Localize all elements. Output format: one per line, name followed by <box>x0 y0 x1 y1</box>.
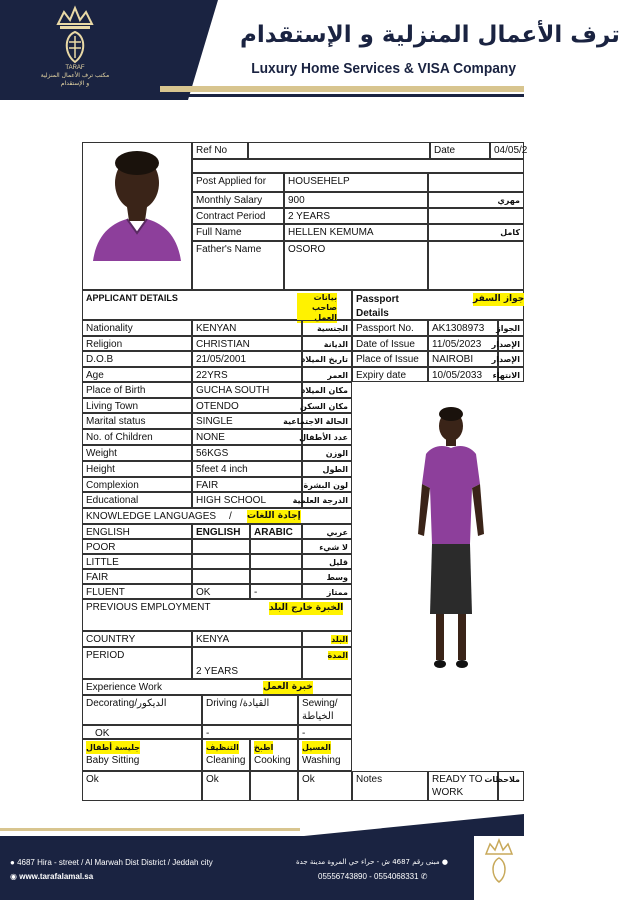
detail-arabic: الدرجة العلمية <box>302 492 352 508</box>
detail-arabic: مكان السكن <box>302 398 352 413</box>
lang-header-label: ENGLISH <box>82 524 192 539</box>
cooking-arabic: اطبخ <box>254 743 274 752</box>
country-arabic-text: البلد <box>331 635 348 644</box>
cooking-label: Cooking <box>254 755 291 766</box>
footer-address <box>10 858 213 867</box>
decorating-cell: Decorating/الديكور <box>82 695 202 725</box>
applicant-details-text: APPLICANT DETAILS <box>86 293 178 303</box>
contract-value: 2 YEARS <box>284 208 428 224</box>
baby-sitting-value: Ok <box>82 771 202 801</box>
detail-label: Educational <box>82 492 192 508</box>
language-english-value <box>192 569 250 584</box>
salary-value: 900 <box>284 192 428 208</box>
detail-value: HIGH SCHOOL <box>192 492 302 508</box>
detail-label: Nationality <box>82 320 192 336</box>
footer-address-arabic-text: مبنى رقم 4687 ش - حراء حي المروة مدينة جدة <box>296 858 440 866</box>
cleaning-label: Cleaning <box>206 755 246 766</box>
period-label: PERIOD <box>82 647 192 679</box>
detail-arabic: مكان الميلاد <box>302 382 352 398</box>
salary-arabic: مهري <box>428 192 524 208</box>
period-arabic-text: المدة <box>327 651 348 660</box>
father-label: Father's Name <box>192 241 284 290</box>
lang-header-english: ENGLISH <box>192 524 250 539</box>
language-arabic-value: - <box>250 584 302 599</box>
detail-arabic: الديانة <box>302 336 352 351</box>
baby-sitting-cell <box>82 739 202 771</box>
passport-label: Date of Issue <box>352 336 428 351</box>
driving-value: - <box>202 725 298 739</box>
passport-arabic: الجواز <box>498 320 524 336</box>
language-arabic-value <box>250 539 302 554</box>
footer-website-text[interactable]: www.tarafalamal.sa <box>19 872 94 881</box>
notes-arabic: ملاحظات <box>498 771 524 801</box>
experience-work-arabic: خبرة العمل <box>263 682 313 692</box>
detail-value: 21/05/2001 <box>192 351 302 367</box>
detail-value: FAIR <box>192 477 302 492</box>
passport-heading-arabic: جواز السفر <box>473 294 525 304</box>
crown-logo-icon <box>52 6 98 68</box>
detail-arabic: الطول <box>302 461 352 477</box>
sewing-cell: Sewing/ الخياطة <box>298 695 352 725</box>
detail-label: Complexion <box>82 477 192 492</box>
footer-address-text: 4687 Hira - street / Al Marwah Dist District / Jeddah city <box>17 858 213 867</box>
logo-subtitle: مكتب ترف الأعمال المنزلية و الإستقدام <box>40 72 110 87</box>
language-level-arabic: وسط <box>302 569 352 584</box>
baby-sitting-label: Baby Sitting <box>86 755 140 766</box>
page-footer <box>0 836 524 900</box>
washing-cell <box>298 739 352 771</box>
footer-accent-line <box>0 828 300 831</box>
passport-value: NAIROBI <box>428 351 498 367</box>
father-extra <box>428 241 524 290</box>
post-extra <box>428 173 524 192</box>
contract-extra <box>428 208 524 224</box>
experience-work-row <box>82 679 352 695</box>
language-english-value <box>192 539 250 554</box>
detail-label: No. of Children <box>82 429 192 445</box>
passport-label: Expiry date <box>352 367 428 382</box>
detail-arabic: عدد الأطفال <box>302 429 352 445</box>
header-accent-line <box>160 86 524 92</box>
passport-value: AK1308973 <box>428 320 498 336</box>
passport-arabic: الإصدار <box>498 351 524 367</box>
detail-value: SINGLE <box>192 413 302 429</box>
country-value: KENYA <box>192 631 302 647</box>
footer-address-arabic <box>296 858 448 866</box>
country-label: COUNTRY <box>82 631 192 647</box>
company-title-arabic: ترف الأعمال المنزلية و الإستقدام <box>240 22 620 48</box>
applicant-details-arabic: بيانات صاحب العمل <box>297 293 337 323</box>
detail-arabic: لون البشرة <box>302 477 352 492</box>
language-level-label: FAIR <box>82 569 192 584</box>
footer-crown-logo-icon <box>474 836 524 900</box>
date-label: Date <box>430 142 490 159</box>
previous-employment-row <box>82 599 352 631</box>
contract-label: Contract Period <box>192 208 284 224</box>
detail-arabic: الوزن <box>302 445 352 461</box>
period-value: 2 YEARS <box>196 666 239 677</box>
passport-label: Passport No. <box>352 320 428 336</box>
fullname-arabic: كامل <box>428 224 524 241</box>
detail-value: NONE <box>192 429 302 445</box>
period-arabic <box>302 647 352 679</box>
driving-cell: Driving /القيادة <box>202 695 298 725</box>
cleaning-arabic: التنظيف <box>206 743 239 752</box>
notes-label: Notes <box>352 771 428 801</box>
passport-value: 10/05/2033 <box>428 367 498 382</box>
knowledge-languages-row <box>82 508 352 524</box>
fullname-label: Full Name <box>192 224 284 241</box>
logo-panel <box>0 0 188 100</box>
detail-value: 22YRS <box>192 367 302 382</box>
decorating-value: OK <box>82 725 202 739</box>
language-english-value <box>192 554 250 569</box>
father-value: OSORO <box>284 241 428 290</box>
detail-value: GUCHA SOUTH <box>192 382 302 398</box>
knowledge-languages-label: KNOWLEDGE LANGUAGES <box>86 511 217 522</box>
detail-label: Religion <box>82 336 192 351</box>
applicant-details-heading <box>82 290 352 320</box>
knowledge-languages-arabic: إجادة اللغات <box>247 511 301 521</box>
washing-value: Ok <box>298 771 352 801</box>
logo-wordmark: TARAF <box>65 65 85 71</box>
knowledge-slash: / <box>229 511 232 522</box>
location-icon-right: ● <box>441 858 449 866</box>
company-title-english: Luxury Home Services & VISA Company <box>251 60 517 77</box>
previous-employment-label: PREVIOUS EMPLOYMENT <box>86 602 211 613</box>
passport-heading <box>352 290 524 320</box>
globe-icon: ◉ <box>10 872 17 881</box>
language-level-arabic: ممتاز <box>302 584 352 599</box>
sewing-value: - <box>298 725 352 739</box>
footer-phones-text[interactable]: 05556743890 - 0554068331 <box>318 872 419 881</box>
lang-header-arabic: ARABIC <box>250 524 302 539</box>
spacer-row <box>192 159 524 173</box>
footer-logo-panel <box>474 836 524 900</box>
post-label: Post Applied for <box>192 173 284 192</box>
language-level-arabic: قليل <box>302 554 352 569</box>
cleaning-value: Ok <box>202 771 250 801</box>
applicant-full-body-photo <box>406 404 496 684</box>
language-english-value: OK <box>192 584 250 599</box>
language-arabic-value <box>250 569 302 584</box>
detail-arabic: الجنسية <box>302 320 352 336</box>
passport-heading-text: Passport Details <box>356 294 399 319</box>
passport-label: Place of Issue <box>352 351 428 367</box>
application-form <box>82 142 528 802</box>
experience-work-label: Experience Work <box>86 682 162 693</box>
washing-arabic: الغسيل <box>302 743 331 752</box>
whatsapp-icon: ✆ <box>420 872 428 881</box>
location-icon: ● <box>10 858 15 867</box>
detail-label: Height <box>82 461 192 477</box>
washing-label: Washing <box>302 755 341 766</box>
detail-arabic: تاريخ الميلاد <box>302 351 352 367</box>
post-value: HOUSEHELP <box>284 173 428 192</box>
detail-label: Weight <box>82 445 192 461</box>
ref-value <box>248 142 430 159</box>
page-header <box>0 0 620 104</box>
header-accent-line-dark <box>150 94 524 97</box>
detail-label: Place of Birth <box>82 382 192 398</box>
fullname-value: HELLEN KEMUMA <box>284 224 428 241</box>
detail-value: KENYAN <box>192 320 302 336</box>
passport-value: 11/05/2023 <box>428 336 498 351</box>
passport-arabic: الإصدار <box>498 336 524 351</box>
period-value-cell <box>192 647 302 679</box>
language-level-label: POOR <box>82 539 192 554</box>
detail-arabic: الحالة الاجتماعية <box>302 413 352 429</box>
detail-label: Marital status <box>82 413 192 429</box>
baby-sitting-arabic: جليسة أطفال <box>86 743 141 752</box>
date-value: 04/05/2 <box>490 142 524 159</box>
detail-label: Age <box>82 367 192 382</box>
passport-arabic: الانتهاء <box>498 367 524 382</box>
logo-text <box>40 64 110 88</box>
cooking-value <box>250 771 298 801</box>
language-level-arabic: لا شيء <box>302 539 352 554</box>
detail-label: D.O.B <box>82 351 192 367</box>
detail-label: Living Town <box>82 398 192 413</box>
ref-label: Ref No <box>192 142 248 159</box>
language-arabic-value <box>250 554 302 569</box>
footer-phones <box>318 872 427 881</box>
footer-website <box>10 872 93 881</box>
language-level-label: LITTLE <box>82 554 192 569</box>
lang-header-arabic-word: عربي <box>302 524 352 539</box>
salary-label: Monthly Salary <box>192 192 284 208</box>
detail-arabic: العمر <box>302 367 352 382</box>
detail-value: OTENDO <box>192 398 302 413</box>
cleaning-cell <box>202 739 250 771</box>
detail-value: 5feet 4 inch <box>192 461 302 477</box>
notes-value: READY TO WORK <box>428 771 498 801</box>
previous-employment-arabic: الخبرة خارج البلد <box>269 603 344 613</box>
country-arabic <box>302 631 352 647</box>
cooking-cell <box>250 739 298 771</box>
language-level-label: FLUENT <box>82 584 192 599</box>
detail-value: CHRISTIAN <box>192 336 302 351</box>
detail-value: 56KGS <box>192 445 302 461</box>
